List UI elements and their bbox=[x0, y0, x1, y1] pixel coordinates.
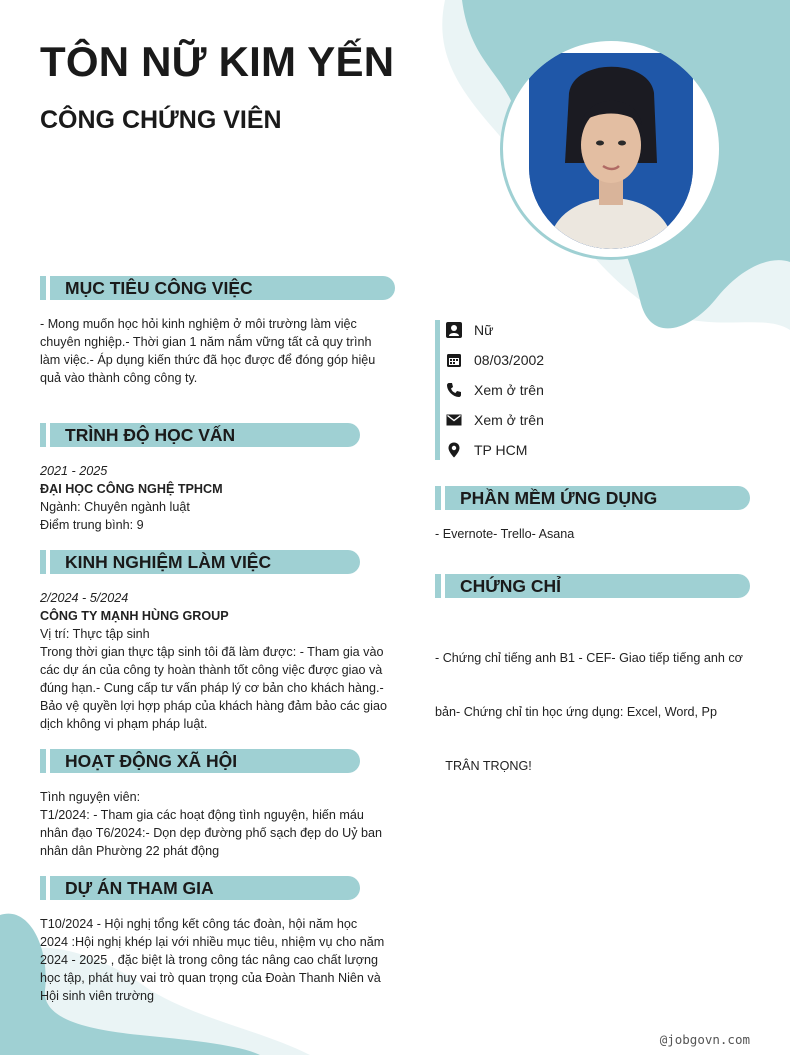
text-line: T1/2024: - Tham gia các hoạt động tình nguyện, hiến máu bbox=[40, 808, 364, 822]
birthday-value: 08/03/2002 bbox=[474, 352, 545, 368]
section-header-software bbox=[435, 486, 750, 510]
software-text: - Evernote- Trello- Asana bbox=[435, 527, 575, 541]
contact-address bbox=[446, 439, 527, 461]
email-value: Xem ở trên bbox=[474, 412, 544, 428]
text-line: - Chứng chỉ tiếng anh B1 - CEF- Giao tiếp tiếng anh cơ bbox=[435, 651, 743, 665]
text-line: 2024 :Hội nghị khép lại với nhiều mục tiêu, nhiệm vụ cho năm bbox=[40, 935, 385, 949]
contact-email bbox=[446, 409, 544, 431]
text-line: đúng hạn.- Cung cấp tư vấn pháp lý cơ bản cho khách hàng.- bbox=[40, 681, 384, 695]
text-line: chuyên nghiệp.- Thời gian 1 năm nắm vững tất cả quy trình bbox=[40, 335, 372, 349]
section-title: MỤC TIÊU CÔNG VIỆC bbox=[65, 278, 253, 298]
section-header-activities bbox=[40, 749, 360, 773]
phone-value: Xem ở trên bbox=[474, 382, 544, 398]
address-value: TP HCM bbox=[474, 442, 528, 458]
activities-text bbox=[40, 788, 395, 860]
section-header-objective bbox=[40, 276, 395, 300]
objective-text bbox=[40, 315, 400, 387]
mail-icon bbox=[446, 412, 462, 428]
text-line: Hội sinh viên trường bbox=[40, 989, 154, 1003]
education-period: 2021 - 2025 bbox=[40, 464, 108, 478]
text-line: T10/2024 - Hội nghị tổng kết công tác đoàn, hội năm học bbox=[40, 917, 358, 931]
watermark: @jobgovn.com bbox=[659, 1032, 750, 1047]
section-header-experience bbox=[40, 550, 360, 574]
education-block bbox=[40, 462, 400, 534]
person-icon bbox=[446, 322, 462, 338]
profile-photo-frame bbox=[500, 38, 722, 260]
experience-block bbox=[40, 589, 395, 733]
section-title: KINH NGHIỆM LÀM VIỆC bbox=[65, 552, 272, 572]
location-pin-icon bbox=[446, 442, 462, 458]
section-title: HOẠT ĐỘNG XÃ HỘI bbox=[65, 751, 238, 771]
school-name: ĐẠI HỌC CÔNG NGHỆ TPHCM bbox=[40, 482, 223, 496]
contact-birthday bbox=[446, 349, 544, 371]
job-title: CÔNG CHỨNG VIÊN bbox=[40, 106, 282, 134]
experience-position: Vị trí: Thực tập sinh bbox=[40, 627, 150, 641]
gender-value: Nữ bbox=[474, 322, 494, 338]
text-line: Trong thời gian thực tập sinh tôi đã làm được: - Tham gia vào bbox=[40, 645, 384, 659]
section-title: CHỨNG CHỈ bbox=[460, 576, 562, 596]
certificates-text bbox=[435, 613, 755, 811]
projects-text bbox=[40, 915, 395, 1005]
profile-photo bbox=[529, 53, 693, 249]
contact-phone bbox=[446, 379, 544, 401]
section-title: DỰ ÁN THAM GIA bbox=[65, 878, 214, 898]
education-gpa: Điểm trung bình: 9 bbox=[40, 518, 144, 532]
contact-gender bbox=[446, 319, 493, 341]
text-line: TRÂN TRỌNG! bbox=[435, 759, 532, 773]
section-header-certificates bbox=[435, 574, 750, 598]
text-line: nhân đạo T6/2024:- Dọn dẹp đường phố sạch đẹp do Uỷ ban bbox=[40, 826, 383, 840]
section-header-projects bbox=[40, 876, 360, 900]
section-title: PHẦN MỀM ỨNG DỤNG bbox=[460, 488, 658, 508]
text-line: dịch không vi phạm pháp luật. bbox=[40, 717, 208, 731]
text-line: quả vào thành công công ty. bbox=[40, 371, 198, 385]
text-line: các dự án của công ty hoàn thành tốt công việc được giao và bbox=[40, 663, 383, 677]
text-line: Bảo vệ quyền lợi hợp pháp của khách hàng đảm bảo các giao bbox=[40, 699, 387, 713]
text-line: Tình nguyện viên: bbox=[40, 790, 141, 804]
contact-accent-bar bbox=[435, 320, 440, 460]
phone-icon bbox=[446, 382, 462, 398]
text-line: làm việc.- Áp dụng kiến thức đã học được để đóng góp hiệu bbox=[40, 353, 376, 367]
text-line: 2024 - 2025 , đặc biệt là trong công tác nâng cao chất lượng bbox=[40, 953, 379, 967]
education-major: Ngành: Chuyên ngành luật bbox=[40, 500, 190, 514]
section-title: TRÌNH ĐỘ HỌC VẤN bbox=[65, 425, 236, 445]
calendar-icon bbox=[446, 352, 462, 368]
text-line: học tập, phát huy vai trò quan trọng của Đoàn Thanh Niên và bbox=[40, 971, 381, 985]
text-line: nhân dân Phường 22 phát động bbox=[40, 844, 220, 858]
text-line: - Mong muốn học hỏi kinh nghiệm ở môi trường làm việc bbox=[40, 317, 357, 331]
company-name: CÔNG TY MẠNH HÙNG GROUP bbox=[40, 609, 229, 623]
section-header-education bbox=[40, 423, 360, 447]
full-name: TÔN NỮ KIM YẾN bbox=[40, 38, 395, 85]
experience-period: 2/2024 - 5/2024 bbox=[40, 591, 129, 605]
text-line: bản- Chứng chỉ tin học ứng dụng: Excel, Word, Pp bbox=[435, 705, 717, 719]
